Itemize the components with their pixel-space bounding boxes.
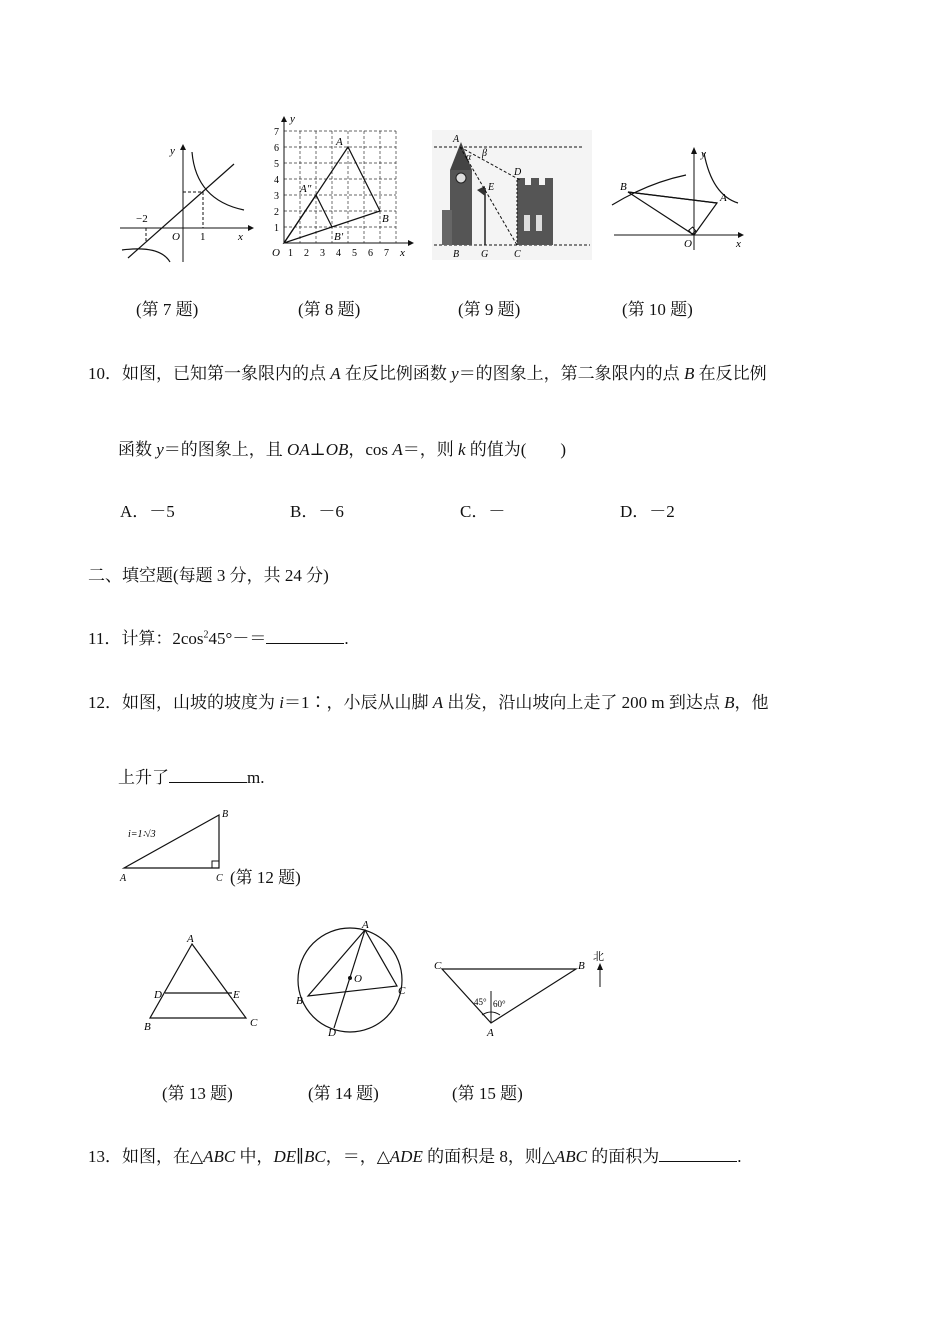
fig8-B-label: B	[382, 213, 389, 225]
svg-text:1: 1	[288, 248, 293, 259]
fig12-C-label: C	[216, 873, 223, 884]
fig10-caption: (第 10 题)	[622, 300, 693, 319]
fig7-neg2-label: −2	[136, 213, 148, 225]
fig10-origin-label: O	[684, 238, 692, 250]
figure-14	[292, 918, 412, 1038]
q11: 11．计算：$2\cos^245^\circ-=$ .	[88, 624, 349, 649]
svg-text:4: 4	[274, 175, 279, 186]
fig9-beta-label: β	[482, 148, 487, 159]
fig9-alpha-label: α	[466, 152, 472, 163]
fig13-E-label: E	[233, 989, 240, 1001]
figure-10	[608, 145, 753, 255]
fig13-B-label: B	[144, 1021, 151, 1033]
fig14-O-label: O	[354, 973, 362, 985]
fig8-y-label: y	[290, 113, 295, 125]
fig12-B-label: B	[222, 809, 229, 820]
fig13-D-label: D	[154, 989, 162, 1001]
figure-8	[268, 112, 418, 262]
svg-text:4: 4	[336, 248, 341, 259]
figure-15	[428, 945, 618, 1040]
q12-line2: 上升了 m.	[118, 763, 264, 788]
fig10-y-label: y	[701, 148, 706, 160]
fig9-B-label: B	[453, 249, 460, 260]
q13: 13．如图，在△ABC 中，DE∥BC，＝，△ADE 的面积是 8，则△ABC 的面积为 .	[88, 1142, 742, 1167]
q11-answer-blank[interactable]	[266, 626, 344, 644]
figure-13	[140, 930, 265, 1035]
fig13-C-label: C	[250, 1017, 258, 1029]
svg-text:2: 2	[274, 207, 279, 218]
svg-text:6: 6	[368, 248, 373, 259]
section-2-heading: 二、填空题(每题 3 分，共 24 分)	[88, 566, 329, 585]
svg-text:5: 5	[274, 159, 279, 170]
svg-text:5: 5	[352, 248, 357, 259]
fig13-A-label: A	[187, 933, 194, 945]
fig10-A-label: A	[720, 192, 727, 204]
fig7-y-label: y	[170, 145, 175, 157]
fig15-C-label: C	[434, 960, 442, 972]
fig8-caption: (第 8 题)	[298, 300, 361, 319]
fig8-origin-label: O	[272, 247, 280, 259]
fig12-slope-label: i=1∶√3	[128, 829, 156, 840]
q10-option-c[interactable]: C．－	[460, 502, 506, 521]
fig9-G-label: G	[481, 249, 489, 260]
fig14-D-label: D	[328, 1027, 336, 1038]
fig10-B-label: B	[620, 181, 627, 193]
fig7-x-label: x	[238, 231, 243, 243]
fig9-caption: (第 9 题)	[458, 300, 521, 319]
fig9-A-label: A	[453, 134, 460, 145]
svg-text:2: 2	[304, 248, 309, 259]
fig13-caption: (第 13 题)	[162, 1084, 233, 1103]
fig15-B-label: B	[578, 960, 585, 972]
fig15-caption: (第 15 题)	[452, 1084, 523, 1103]
svg-text:1: 1	[274, 223, 279, 234]
svg-text:6: 6	[274, 143, 279, 154]
fig10-x-label: x	[736, 238, 741, 250]
fig8-x-label: x	[400, 247, 405, 259]
svg-text:7: 7	[274, 127, 279, 138]
fig12-A-label: A	[120, 873, 127, 884]
q13-answer-blank[interactable]	[659, 1144, 737, 1162]
fig15-60-label: 60°	[493, 999, 506, 1009]
fig8-A-label: A	[336, 136, 343, 148]
figure-12	[116, 805, 236, 885]
q10-line2: 函数 y＝的图象上，且 OA⊥OB，cos A＝，则 k 的值为( )	[118, 440, 567, 459]
fig12-caption: (第 12 题)	[230, 868, 301, 887]
q12-answer-blank[interactable]	[169, 765, 247, 783]
figure-7	[110, 140, 255, 265]
svg-text:7: 7	[384, 248, 389, 259]
fig7-one-label: 1	[200, 231, 206, 243]
fig7-caption: (第 7 题)	[136, 300, 199, 319]
q10-option-d[interactable]: D．－2	[620, 502, 675, 521]
fig15-45-label: 45°	[474, 997, 487, 1007]
svg-text:3: 3	[274, 191, 279, 202]
fig14-A-label: A	[362, 919, 369, 931]
fig8-B2-label: B′	[334, 231, 344, 243]
fig9-C-label: C	[514, 249, 521, 260]
fig8-A2-label: A″	[300, 183, 312, 195]
figure-9	[432, 130, 592, 260]
q10-option-a[interactable]: A．－5	[120, 502, 175, 521]
fig14-C-label: C	[398, 985, 406, 997]
fig15-A-label: A	[487, 1027, 494, 1039]
fig14-B-label: B	[296, 995, 303, 1007]
q10-line1: 10．如图，已知第一象限内的点 A 在反比例函数 y＝的图象上，第二象限内的点 B 在反比例	[88, 364, 767, 383]
svg-text:3: 3	[320, 248, 325, 259]
q10-option-b[interactable]: B．－6	[290, 502, 344, 521]
fig14-caption: (第 14 题)	[308, 1084, 379, 1103]
q12-line1: 12．如图，山坡的坡度为 i＝1∶，小辰从山脚 A 出发，沿山坡向上走了 200 m 到达点 B，他	[88, 693, 769, 712]
fig7-origin-label: O	[172, 231, 180, 243]
fig9-D-label: D	[514, 167, 522, 178]
fig15-north-label: 北	[593, 951, 604, 963]
fig9-E-label: E	[488, 182, 495, 193]
